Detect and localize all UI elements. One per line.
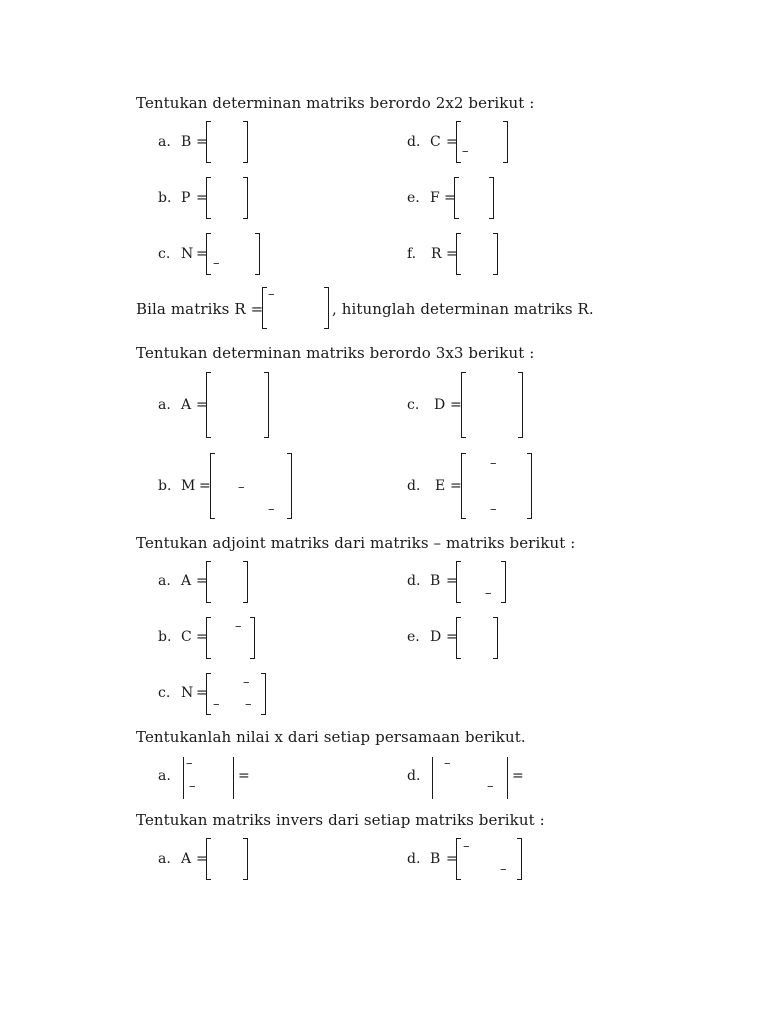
equals-sign: = bbox=[196, 134, 208, 150]
matrix-right-bracket bbox=[493, 617, 498, 659]
matrix-right-bracket bbox=[503, 121, 508, 163]
bila-lead-text: Bila matriks R = bbox=[136, 300, 264, 318]
equals-sign: = bbox=[446, 134, 458, 150]
minus-sign: – bbox=[268, 502, 275, 517]
matrix-right-bracket bbox=[527, 453, 532, 519]
equals-sign: = bbox=[444, 190, 456, 206]
section-4-heading: Tentukanlah nilai x dari setiap persamaan berikut. bbox=[136, 728, 526, 746]
matrix-right-bracket bbox=[493, 233, 498, 275]
equals-sign: = bbox=[196, 397, 208, 413]
matrix-left-bracket bbox=[262, 287, 267, 329]
matrix-left-bracket bbox=[206, 838, 211, 880]
matrix-name: M bbox=[181, 478, 196, 494]
item-prefix: d. bbox=[407, 573, 421, 589]
matrix-name: N bbox=[181, 246, 194, 262]
matrix-name: D bbox=[434, 397, 446, 413]
equals-sign: = bbox=[196, 573, 208, 589]
minus-sign: – bbox=[238, 480, 245, 495]
minus-sign: – bbox=[189, 779, 196, 794]
equals-sign: = bbox=[446, 851, 458, 867]
matrix-right-bracket bbox=[255, 233, 260, 275]
item-prefix: e. bbox=[407, 629, 420, 645]
equals-sign: = bbox=[446, 629, 458, 645]
determinant-left-bar bbox=[183, 757, 184, 799]
matrix-name: A bbox=[181, 397, 192, 413]
item-prefix: a. bbox=[158, 397, 171, 413]
section-3-heading: Tentukan adjoint matriks dari matriks – matriks berikut : bbox=[136, 534, 576, 552]
item-prefix: d. bbox=[407, 851, 421, 867]
matrix-name: F bbox=[430, 190, 440, 206]
bila-tail-text: , hitunglah determinan matriks R. bbox=[332, 300, 594, 318]
matrix-right-bracket bbox=[501, 561, 506, 603]
equals-sign: = bbox=[199, 478, 211, 494]
section-1-heading: Tentukan determinan matriks berordo 2x2 berikut : bbox=[136, 94, 535, 112]
matrix-right-bracket bbox=[243, 838, 248, 880]
matrix-left-bracket bbox=[206, 233, 211, 275]
equals-sign: = bbox=[196, 851, 208, 867]
matrix-name: A bbox=[181, 851, 192, 867]
matrix-left-bracket bbox=[456, 838, 461, 880]
matrix-name: E bbox=[435, 478, 446, 494]
matrix-left-bracket bbox=[454, 177, 459, 219]
matrix-name: B bbox=[181, 134, 192, 150]
matrix-right-bracket bbox=[243, 561, 248, 603]
matrix-right-bracket bbox=[517, 838, 522, 880]
item-prefix: c. bbox=[407, 397, 420, 413]
item-prefix: b. bbox=[158, 190, 172, 206]
equals-sign: = bbox=[446, 573, 458, 589]
matrix-left-bracket bbox=[456, 121, 461, 163]
equals-sign: = bbox=[512, 768, 524, 784]
matrix-left-bracket bbox=[206, 121, 211, 163]
section-5-heading: Tentukan matriks invers dari setiap matriks berikut : bbox=[136, 811, 545, 829]
item-prefix: a. bbox=[158, 851, 171, 867]
item-prefix: d. bbox=[407, 478, 421, 494]
matrix-name: D bbox=[430, 629, 442, 645]
matrix-left-bracket bbox=[210, 453, 215, 519]
minus-sign: – bbox=[500, 862, 507, 877]
determinant-right-bar bbox=[507, 757, 508, 799]
matrix-right-bracket bbox=[243, 177, 248, 219]
determinant-left-bar bbox=[432, 757, 433, 799]
minus-sign: – bbox=[213, 256, 220, 271]
item-prefix: a. bbox=[158, 134, 171, 150]
item-prefix: d. bbox=[407, 768, 421, 784]
minus-sign: – bbox=[487, 779, 494, 794]
matrix-right-bracket bbox=[250, 617, 255, 659]
matrix-left-bracket bbox=[206, 617, 211, 659]
matrix-right-bracket bbox=[261, 673, 266, 715]
matrix-left-bracket bbox=[461, 372, 466, 438]
matrix-left-bracket bbox=[456, 233, 461, 275]
section-2-heading: Tentukan determinan matriks berordo 3x3 berikut : bbox=[136, 344, 535, 362]
item-prefix: b. bbox=[158, 629, 172, 645]
matrix-left-bracket bbox=[456, 561, 461, 603]
minus-sign: – bbox=[462, 144, 469, 159]
matrix-left-bracket bbox=[206, 673, 211, 715]
matrix-name: N bbox=[181, 685, 194, 701]
matrix-right-bracket bbox=[287, 453, 292, 519]
minus-sign: – bbox=[213, 697, 220, 712]
equals-sign: = bbox=[196, 190, 208, 206]
matrix-left-bracket bbox=[456, 617, 461, 659]
matrix-name: P bbox=[181, 190, 191, 206]
determinant-right-bar bbox=[233, 757, 234, 799]
minus-sign: – bbox=[235, 619, 242, 634]
matrix-left-bracket bbox=[461, 453, 466, 519]
matrix-left-bracket bbox=[206, 561, 211, 603]
item-prefix: a. bbox=[158, 573, 171, 589]
item-prefix: b. bbox=[158, 478, 172, 494]
minus-sign: – bbox=[444, 756, 451, 771]
matrix-right-bracket bbox=[243, 121, 248, 163]
equals-sign: = bbox=[196, 629, 208, 645]
minus-sign: – bbox=[463, 839, 470, 854]
matrix-name: B bbox=[430, 851, 441, 867]
matrix-name: A bbox=[181, 573, 192, 589]
item-prefix: c. bbox=[158, 685, 171, 701]
minus-sign: – bbox=[490, 456, 497, 471]
equals-sign: = bbox=[238, 768, 250, 784]
matrix-name: C bbox=[181, 629, 192, 645]
matrix-right-bracket bbox=[489, 177, 494, 219]
matrix-name: R bbox=[431, 246, 442, 262]
equals-sign: = bbox=[196, 685, 208, 701]
matrix-right-bracket bbox=[324, 287, 329, 329]
minus-sign: – bbox=[485, 586, 492, 601]
matrix-right-bracket bbox=[264, 372, 269, 438]
equals-sign: = bbox=[446, 246, 458, 262]
matrix-left-bracket bbox=[206, 177, 211, 219]
equals-sign: = bbox=[450, 478, 462, 494]
matrix-name: C bbox=[430, 134, 441, 150]
minus-sign: – bbox=[243, 675, 250, 690]
item-prefix: c. bbox=[158, 246, 171, 262]
item-prefix: d. bbox=[407, 134, 421, 150]
item-prefix: f. bbox=[407, 246, 417, 262]
minus-sign: – bbox=[186, 756, 193, 771]
matrix-left-bracket bbox=[206, 372, 211, 438]
equals-sign: = bbox=[450, 397, 462, 413]
equals-sign: = bbox=[196, 246, 208, 262]
minus-sign: – bbox=[490, 502, 497, 517]
matrix-right-bracket bbox=[518, 372, 523, 438]
item-prefix: e. bbox=[407, 190, 420, 206]
matrix-name: B bbox=[430, 573, 441, 589]
minus-sign: – bbox=[268, 287, 275, 302]
minus-sign: – bbox=[245, 697, 252, 712]
item-prefix: a. bbox=[158, 768, 171, 784]
